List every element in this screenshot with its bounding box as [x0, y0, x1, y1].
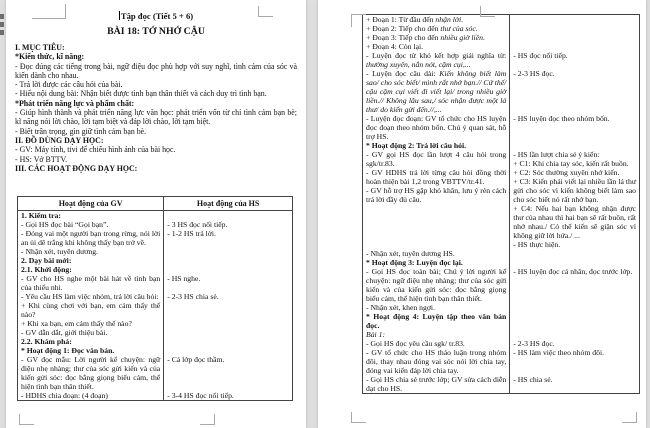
table-row [363, 348, 639, 375]
table-row [363, 312, 639, 330]
hs-cell [163, 265, 292, 274]
paragraph: * Hoạt động 4: Luyện tập theo văn bản đọc. [366, 312, 507, 330]
paragraph: I. MỤC TIÊU: [15, 43, 65, 52]
gv-cell [363, 330, 509, 339]
hs-cell [509, 339, 639, 348]
table-row [18, 337, 292, 346]
gv-cell [363, 267, 509, 303]
text-boundary-mark [19, 414, 34, 425]
table-row [363, 141, 639, 150]
paragraph: + C1: Khi chia tay sóc, kiến rất buồn. [513, 159, 629, 168]
hs-cell [509, 150, 639, 249]
hs-cell [163, 256, 292, 265]
paragraph: - HS: Vở BTTV. [15, 154, 68, 164]
table-row [363, 258, 639, 267]
gv-cell [18, 391, 163, 400]
gv-cell [363, 303, 509, 312]
gv-cell [18, 355, 163, 391]
hs-cell [163, 355, 292, 391]
paragraph: - 3-4 HS đọc nối tiếp. [167, 391, 234, 400]
paragraph: - GV cho HS nghe một bài hát về tình bạn của thiếu nhi. [21, 274, 161, 292]
hs-cell [509, 114, 639, 141]
text-boundary-mark [622, 412, 637, 423]
table-row [18, 355, 292, 391]
gv-cell [18, 274, 163, 292]
hs-cell [509, 330, 639, 339]
paragraph: - GV tổ chức cho HS thảo luận trong nhóm đôi, thay nhau đóng vai sóc nói lời chia tay, đóng vai kiến đáp lời chia tay. [366, 348, 507, 375]
paragraph: - HDHS chia đoạn: (4 đoạn) [21, 391, 108, 400]
gv-cell [363, 249, 509, 258]
hs-cell [509, 258, 639, 267]
hs-cell [163, 337, 292, 346]
col-header-gv: Hoạt động của GV [58, 199, 123, 208]
paragraph: - Gọi HS đọc bài “Gọi bạn”. [21, 220, 109, 229]
table-row [18, 256, 292, 265]
gv-cell [363, 258, 509, 267]
gv-cell [18, 256, 163, 265]
gv-cell [363, 348, 509, 375]
hs-cell [509, 249, 639, 258]
page-2[interactable] [318, 0, 646, 428]
gv-cell [18, 247, 163, 256]
paragraph: - Hiểu nội dung bài: Nhận biết được tình bạn thân thiết và cách duy trì tình bạn. [15, 89, 267, 99]
col-header-hs: Hoạt động của HS [163, 197, 292, 210]
gv-cell [363, 141, 509, 150]
table-row [363, 150, 639, 249]
paragraph: *Kiến thức, kĩ năng: [15, 52, 85, 62]
table-row [18, 292, 292, 337]
table-row [18, 211, 292, 220]
table-row [18, 247, 292, 256]
activities-table-page2 [362, 14, 640, 394]
table-row [363, 303, 639, 312]
paragraph: - Nhận xét, tuyên dương HS. [366, 249, 455, 258]
paragraph: + Khi cùng chơi với bạn, em cảm thấy thế nào? [21, 301, 161, 319]
gv-cell [363, 69, 509, 114]
paragraph: 2.1. Khởi động: [21, 265, 72, 274]
gv-cell [18, 229, 163, 247]
table-row [18, 391, 292, 400]
gv-cell [18, 292, 163, 337]
paragraph: + Đoạn 1: Từ đầu đến nhận lời. [366, 15, 464, 24]
table-row [18, 229, 292, 247]
paragraph: - GV đọc mẫu: Lời người kể chuyện: ngữ điệu nhẹ nhàng; thư của sóc gửi kiến và của kiến gửi sóc: đọc bằng giọng biểu cảm, thể hiện tình bạn thân thiết. [21, 355, 161, 391]
paragraph: - 2-3 HS đọc. [513, 69, 555, 78]
table-row [18, 220, 292, 229]
table-body-page2 [363, 15, 639, 393]
gv-cell [363, 15, 509, 51]
page-1[interactable] [6, 0, 306, 428]
paragraph: - 1-2 HS trả lời. [167, 229, 216, 238]
text-cursor-icon [119, 11, 120, 20]
paragraph: - Luyện đọc đoạn: GV tổ chức cho HS luyện đọc đoạn theo nhóm bốn. Chú ý quan sát, hỗ trợ HS. [366, 114, 507, 141]
gv-cell [363, 339, 509, 348]
paragraph: - GV HDHS trả lời từng câu hỏi đồng thời hoàn thiện bài 1,2 trong VBTTV/tr.41. [366, 168, 507, 186]
table-row [363, 330, 639, 339]
gv-cell [363, 114, 509, 141]
paragraph: - GV dẫn dắt, giới thiệu bài. [21, 328, 108, 337]
hs-cell [509, 375, 639, 393]
paragraph: - Yêu cầu HS làm việc nhóm, trả lời câu hỏi: [21, 292, 159, 301]
paragraph: Bài 1: [366, 330, 386, 339]
paragraph: - HS làm việc theo nhóm đôi. [513, 348, 605, 357]
lesson-intro [15, 43, 297, 173]
hs-cell [163, 346, 292, 355]
hs-cell [163, 292, 292, 337]
lesson-type: Tập đọc (Tiết 5 + 6) [120, 11, 194, 21]
table-row [363, 69, 639, 114]
hs-cell [509, 267, 639, 303]
paragraph: - Luyện đọc từ khó kết hợp giải nghĩa từ: thường xuyên, nắn nót, cặm cụi,... [366, 51, 507, 69]
table-row [363, 51, 639, 69]
hs-cell [509, 69, 639, 114]
gv-cell [363, 312, 509, 330]
paragraph: * Hoạt động 1: Đọc văn bản. [21, 346, 115, 355]
paragraph: *Phát triển năng lực và phẩm chất: [15, 98, 135, 108]
paragraph: * Hoạt động 3: Luyện đọc lại. [366, 258, 463, 267]
paragraph: III. CÁC HOẠT ĐỘNG DẠY HỌC: [15, 163, 138, 173]
text-boundary-mark [258, 6, 273, 17]
table-row [363, 15, 639, 51]
paragraph: - Gọi HS đọc toàn bài; Chú ý lời người kể chuyện: ngữ điệu nhẹ nhàng; thư của sóc gửi kiến và của kiến gửi sóc: đọc bằng giọng biểu cảm, thể hiện tình bạn thân thiết. [366, 267, 507, 303]
paragraph: + Đoạn 2: Tiếp cho đến thư của sóc. [366, 24, 478, 33]
text-boundary-mark [32, 4, 66, 19]
gv-cell [18, 265, 163, 274]
hs-cell [163, 391, 292, 400]
paragraph: - Nhận xét, khen ngợi. [366, 303, 435, 312]
paragraph: - Luyện đọc câu dài: Kiến không biết làm sao/ cho sóc biết/ mình rất nhớ bạn.// Cứ thế/ cậu cặm cụi viết đi viết lại/ trong nhiều giờ liền.// Không lâu sau,/ sóc nhận được một lá thư/ do kiến gửi đến.//,... [366, 69, 507, 114]
hs-cell [509, 312, 639, 330]
paragraph: - HS nghe. [167, 274, 201, 283]
paragraph: - GV hỗ trợ HS gặp khó khăn, lưu ý rèn cách trả lời đầy đủ câu. [366, 186, 507, 204]
paragraph: - GV gọi HS đọc lần lượt 4 câu hỏi trong sgk/tr.83. [366, 150, 507, 168]
table-row [18, 346, 292, 355]
gv-cell [363, 51, 509, 69]
paragraph: 2. Dạy bài mới: [21, 256, 72, 265]
gv-cell [363, 150, 509, 249]
paragraph: II. ĐỒ DÙNG DẠY HỌC: [15, 135, 104, 145]
gv-cell [18, 337, 163, 346]
lesson-title: BÀI 18: TỚ NHỚ CẬU [107, 26, 205, 37]
paragraph: + C4: Nếu hai bạn không nhận được thư của nhau thì hai bạn sẽ rất buồn, rất nhớ nhau./ Có thể kiến sẽ giận sóc vì không giữ lời hứa./ ... [513, 204, 636, 240]
hs-cell [163, 220, 292, 229]
paragraph: - Nhận xét, tuyên dương. [21, 247, 98, 256]
paragraph: + Khi xa bạn, em cảm thấy thế nào? [21, 319, 132, 328]
gv-cell [18, 346, 163, 355]
text-boundary-mark [200, 414, 215, 425]
hs-cell [509, 51, 639, 69]
paragraph: + Đoạn 3: Tiếp cho đến nhiều giờ liền. [366, 33, 485, 42]
hs-cell [509, 303, 639, 312]
hs-cell [163, 211, 292, 220]
paragraph: - 2-3 HS đọc. [513, 339, 555, 348]
hs-cell [163, 229, 292, 247]
paragraph: + C3: Kiến phải viết lại nhiều lần lá thư gửi cho sóc vì kiến không biết làm sao cho sóc biết nó rất nhớ bạn. [513, 177, 636, 204]
gv-cell [18, 211, 163, 220]
hs-cell [509, 348, 639, 375]
paragraph: * Hoạt động 2: Trả lời câu hỏi. [366, 141, 467, 150]
paragraph: + C2: Sóc thường xuyên nhớ kiến. [513, 168, 620, 177]
text-boundary-mark [351, 412, 366, 423]
table-row [363, 249, 639, 258]
table-row [363, 267, 639, 303]
paragraph: 1. Kiểm tra: [21, 211, 61, 220]
table-row [363, 114, 639, 141]
paragraph: 2.2. Khám phá: [21, 337, 72, 346]
hs-cell [509, 141, 639, 150]
paragraph: - Đọc đúng các tiếng trong bài, ngữ điệu đọc phù hợp với suy nghĩ, tình cảm của sóc và kiến dành cho nhau. [15, 61, 297, 80]
paragraph: - Trả lời được các câu hỏi của bài. [15, 80, 123, 90]
paragraph: - HS đọc nối tiếp. [513, 51, 568, 60]
table-row [18, 265, 292, 274]
table-row [363, 375, 639, 393]
paragraph: - HS lần lượt chia sẻ ý kiến: [513, 150, 600, 159]
text-boundary-mark [351, 14, 366, 27]
table-header-row [18, 197, 292, 211]
table-row [18, 274, 292, 292]
paragraph: - 2-3 HS chia sẻ. [167, 292, 219, 301]
page-1-content [6, 0, 306, 173]
paragraph: - Đóng vai một người bạn trong rừng, nói lời an ủi dê trắng khi không thấy bạn trở về. [21, 229, 161, 247]
paragraph: - Biết trân trọng, gìn giữ tình cảm bạn bè. [15, 126, 147, 136]
paragraph: - 3 HS đọc nối tiếp. [167, 220, 228, 229]
paragraph: - Gọi HS chia sẻ trước lớp; GV sửa cách diễn đạt cho HS. [366, 375, 507, 393]
gv-cell [18, 220, 163, 229]
gv-cell [363, 375, 509, 393]
text-boundary-mark [480, 6, 495, 17]
page-edge-dashes [0, 14, 5, 38]
paragraph: - Giúp hình thành và phát triển năng lực văn học: phát triển vốn từ chỉ tình cảm bạn bè; kĩ năng nói lời chào, lời tạm biệt và đáp lời chào, lời tạm biệt. [15, 108, 297, 127]
paragraph: - HS thực hiện. [513, 240, 561, 249]
hs-cell [163, 247, 292, 256]
paragraph: - Gọi HS đọc yêu cầu sgk/ tr.83. [366, 339, 465, 348]
paragraph: - HS chia sẻ. [513, 375, 553, 384]
hs-cell [163, 274, 292, 292]
paragraph: - HS luyện đọc cá nhân, đọc trước lớp. [513, 267, 633, 276]
paragraph: - GV: Máy tính, tivi để chiếu hình ảnh của bài học. [15, 145, 176, 155]
paragraph: - HS luyện đọc theo nhóm bốn. [513, 114, 610, 123]
paragraph: + Đoạn 4: Còn lại. [366, 42, 424, 51]
activities-table-page1 [17, 196, 293, 401]
hs-cell [509, 15, 639, 51]
table-row [363, 339, 639, 348]
table-body-page1 [18, 211, 292, 400]
paragraph: - Cả lớp đọc thầm. [167, 355, 225, 364]
